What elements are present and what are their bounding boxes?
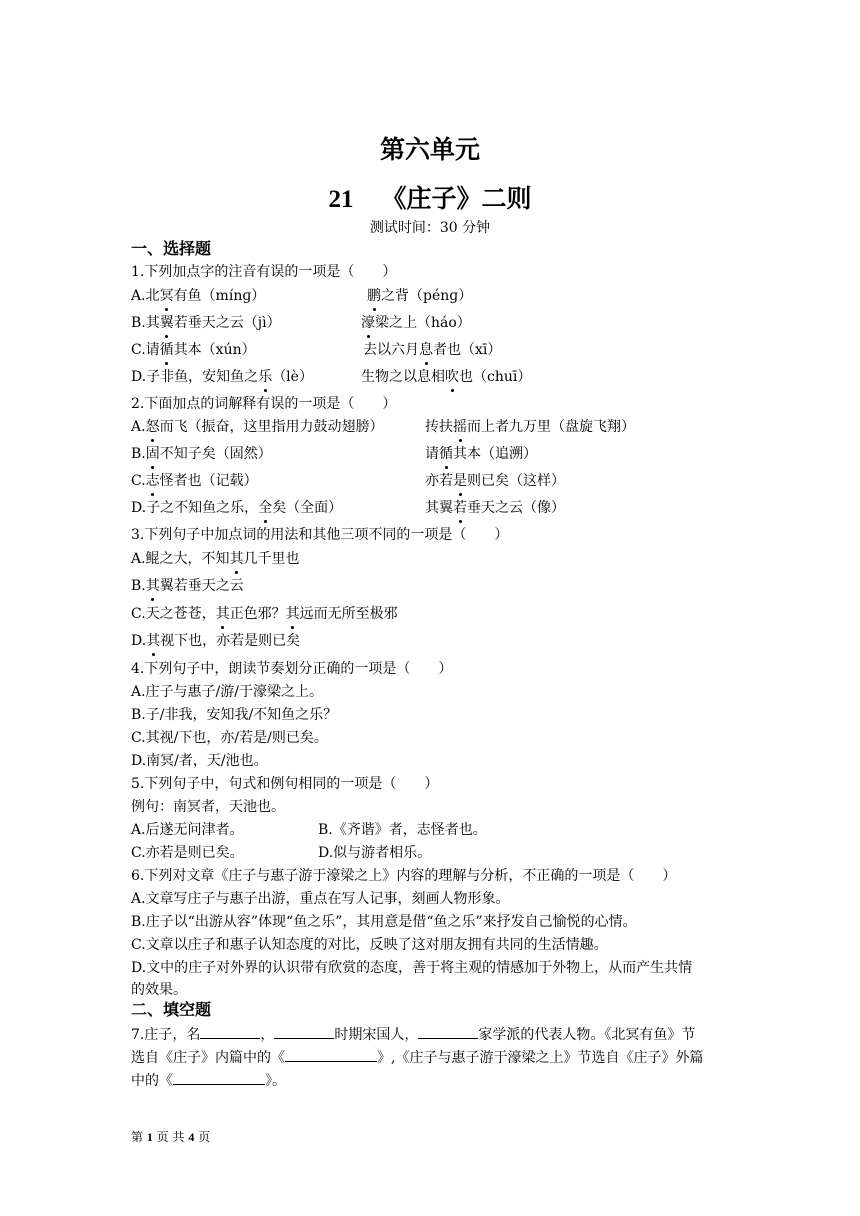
q5-option-b: B.《齐谐》者，志怪者也。 — [318, 822, 487, 838]
q1-option-a2: 鹏之背（pénɡ） — [367, 288, 473, 304]
q7-blank-outer-chapter[interactable] — [173, 1069, 265, 1085]
unit-title: 第六单元 — [379, 135, 480, 164]
lesson-title — [0, 179, 860, 215]
q6-option-d-line1: D.文中的庄子对外界的认识带有欣赏的态度，善于将主观的情感加于外物上，从而产生共情 — [131, 960, 693, 976]
q2-option-c1: C.志怪者也（记载） — [131, 473, 258, 489]
q6-option-b: B.庄子以“出游从容”体现“鱼之乐”，其用意是借“鱼之乐”来抒发自己愉悦的心情。 — [131, 914, 637, 930]
lesson-number: 21 — [328, 186, 354, 213]
q7-line3: 中的《 》。 — [131, 1069, 286, 1091]
page-footer: 第 1 页 共 4 页 — [131, 1130, 211, 1144]
q7-line2: 选自《庄子》内篇中的《 》,《庄子与惠子游于濠梁之上》节选自《庄子》外篇 — [131, 1046, 703, 1068]
q1-option-a1: A.北冥有鱼（mínɡ） — [131, 288, 266, 304]
q2-option-d1: D.子之不知鱼之乐，全矣（全面） — [131, 500, 343, 516]
q5-option-d: D.似与游者相乐。 — [318, 845, 432, 861]
q7-line1: 7.庄子，名 ， 时期宋国人， 家学派的代表人物。《北冥有鱼》节 — [131, 1023, 695, 1045]
q3-stem: 3.下列句子中加点词的用法和其他三项不同的一项是（ ） — [131, 527, 509, 543]
section-title-fill: 二、填空题 — [131, 1000, 212, 1019]
q5-option-a: A.后遂无问津者。 — [131, 822, 244, 838]
q4-option-c: C.其视/下也，亦/若是/则已矣。 — [131, 730, 328, 746]
q7-blank-inner-chapter[interactable] — [285, 1046, 377, 1062]
q2-option-a2: 抟扶摇而上者九万里（盘旋飞翔） — [425, 419, 635, 435]
q6-option-c: C.文章以庄子和惠子认知态度的对比，反映了这对朋友拥有共同的生活情趣。 — [131, 937, 608, 953]
q2-option-b2: 请循其本（追溯） — [425, 446, 537, 462]
q7-blank-school[interactable] — [418, 1023, 478, 1039]
q1-stem: 1.下列加点字的注音有误的一项是（ ） — [131, 264, 397, 280]
q4-option-a: A.庄子与惠子/游/于濠梁之上。 — [131, 684, 323, 700]
q2-option-b1: B.固不知子矣（固然） — [131, 446, 272, 462]
q1-option-c2: 去以六月息者也（xī） — [363, 342, 502, 358]
q4-stem: 4.下列句子中，朗读节奏划分正确的一项是（ ） — [131, 661, 453, 677]
q7-blank-era[interactable] — [274, 1023, 334, 1039]
q1-option-b1: B.其翼若垂天之云（jì） — [131, 315, 281, 331]
q3-option-a: A.鲲之大，不知其几千里也 — [131, 551, 300, 567]
lesson-name: 《庄子》二则 — [381, 184, 532, 213]
section-title-choice: 一、选择题 — [131, 239, 212, 258]
q5-example: 例句：南冥者，天池也。 — [131, 799, 285, 815]
q6-stem: 6.下列对文章《庄子与惠子游于濠梁之上》内容的理解与分析，不正确的一项是（ ） — [131, 868, 677, 884]
page-number: 1 — [146, 1130, 153, 1144]
q3-option-c: C.天之苍苍，其正色邪？其远而无所至极邪 — [131, 606, 398, 622]
test-time: 测试时间：30 分钟 — [369, 220, 491, 236]
q4-option-d: D.南冥/者，天/池也。 — [131, 753, 268, 769]
q6-option-a: A.文章写庄子与惠子出游，重点在写人记事，刻画人物形象。 — [131, 891, 510, 907]
q3-option-d: D.其视下也，亦若是则已矣 — [131, 633, 301, 649]
q5-option-c: C.亦若是则已矣。 — [131, 845, 244, 861]
q1-option-d1: D.子非鱼，安知鱼之乐（lè） — [131, 369, 313, 385]
q4-option-b: B.子/非我，安知我/不知鱼之乐？ — [131, 707, 338, 723]
q2-option-c2: 亦若是则已矣（这样） — [425, 473, 565, 489]
q2-stem: 2.下面加点的词解释有误的一项是（ ） — [131, 396, 397, 412]
q1-option-b2: 濠梁之上（háo） — [361, 315, 471, 331]
q2-option-d2: 其翼若垂天之云（像） — [425, 500, 565, 516]
q5-stem: 5.下列句子中，句式和例句相同的一项是（ ） — [131, 776, 439, 792]
q7-blank-name[interactable] — [200, 1023, 260, 1039]
q6-option-d-line2: 的效果。 — [131, 982, 187, 998]
q1-option-c1: C.请循其本（xún） — [131, 342, 256, 358]
q3-option-b: B.其翼若垂天之云 — [131, 578, 244, 594]
q2-option-a1: A.怒而飞（振奋，这里指用力鼓动翅膀） — [131, 419, 384, 435]
q1-option-d2: 生物之以息相吹也（chuī） — [361, 369, 532, 385]
page-total: 4 — [188, 1130, 195, 1144]
